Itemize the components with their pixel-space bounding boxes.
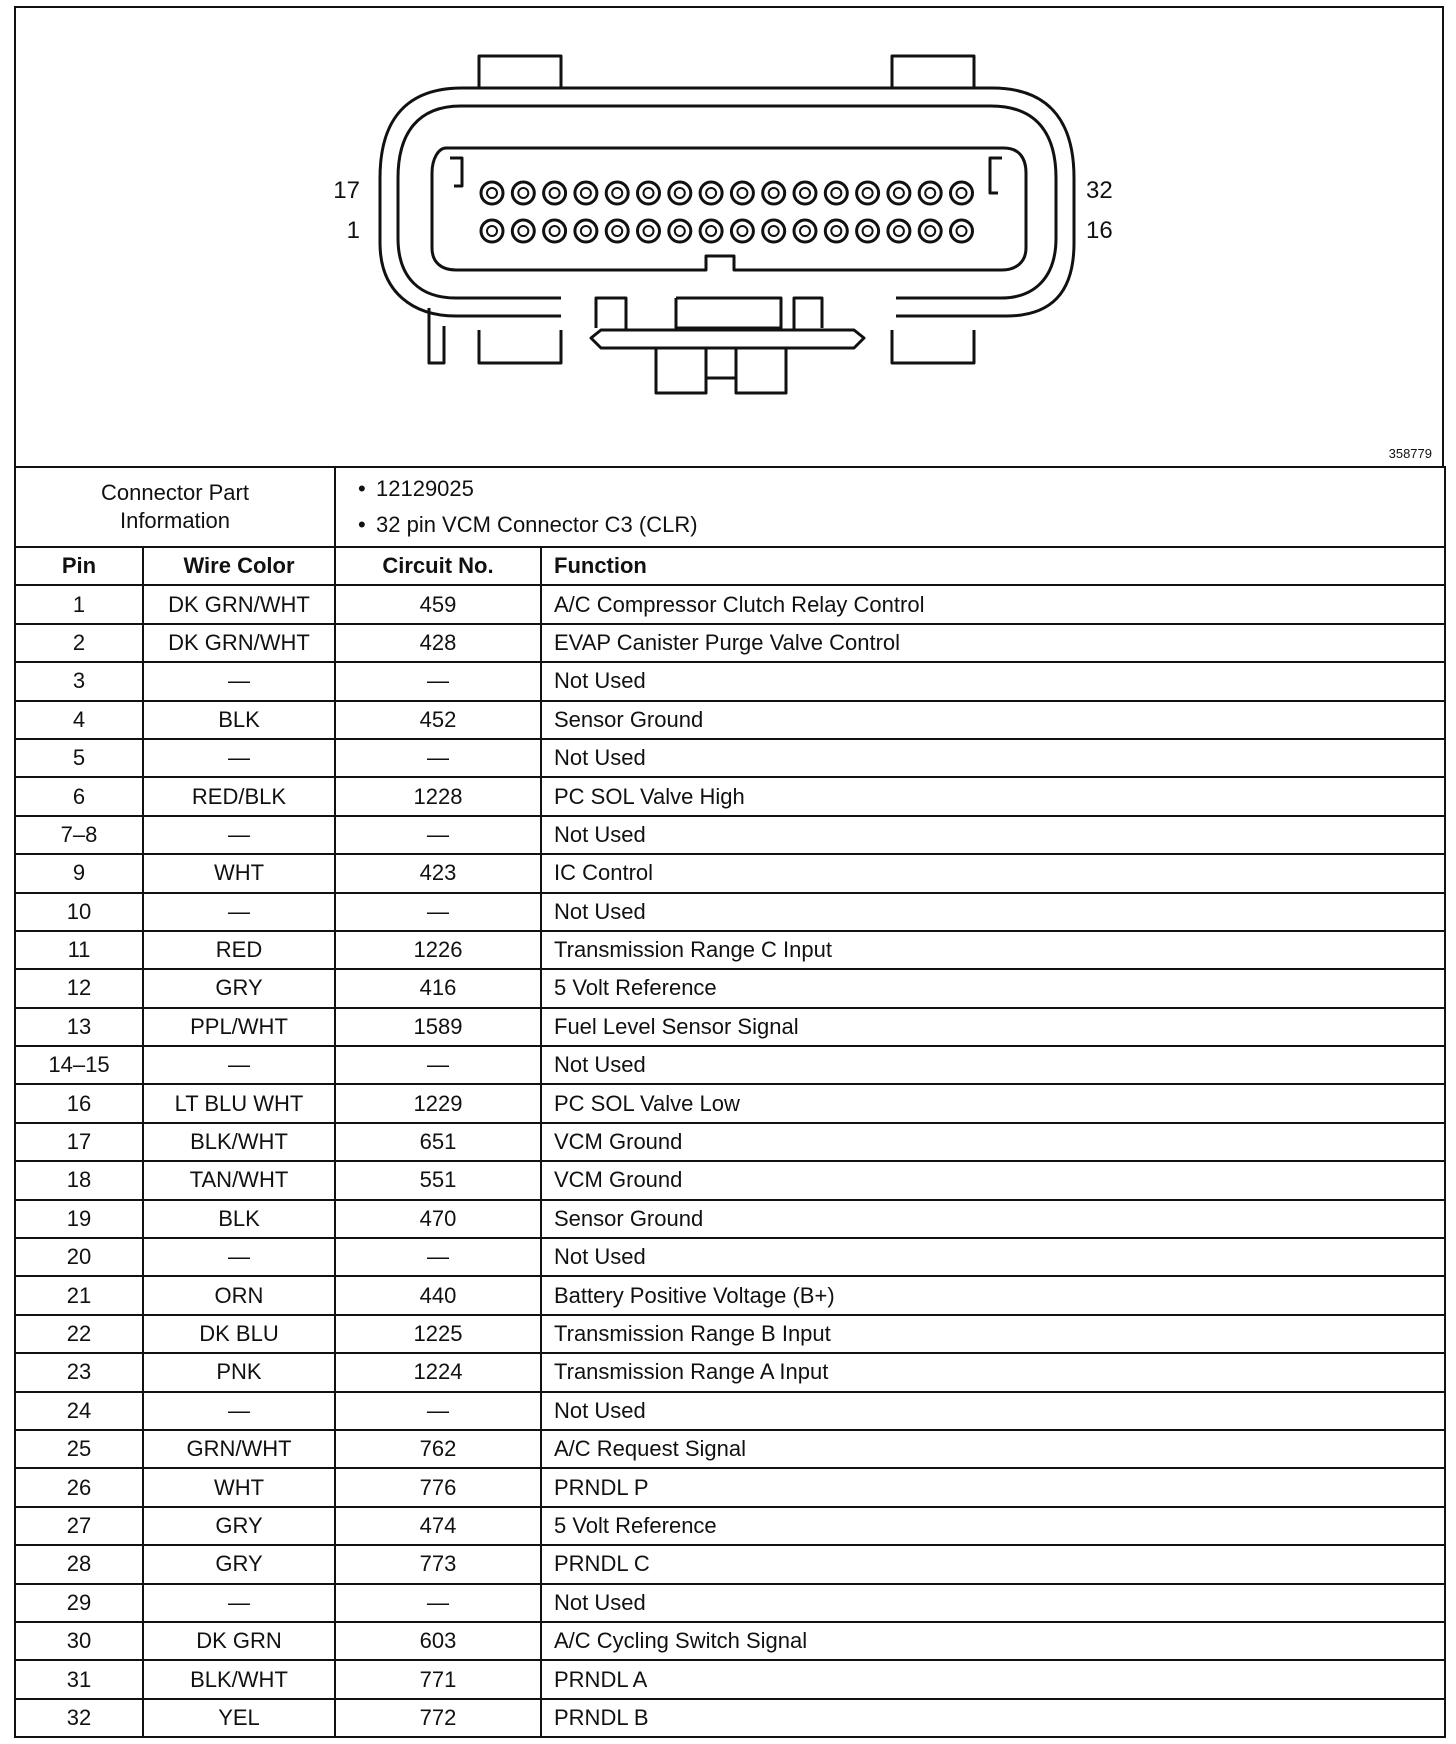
pin-cell: 6 [15,777,143,815]
table-row [15,893,1445,931]
pin-cavity [638,182,660,204]
pin-terminal [612,226,622,236]
wire-color-cell: LT BLU WHT [143,1084,335,1122]
header-wire-color: Wire Color [143,547,335,585]
table-row [15,1161,1445,1199]
pin-terminal [957,188,967,198]
table-row [15,816,1445,854]
pin-cavity [951,220,973,242]
function-cell: A/C Cycling Switch Signal [541,1622,1445,1660]
connector-info-heading: Connector Part Information [15,467,335,547]
table-row [15,585,1445,623]
pin-cavity [794,182,816,204]
table-row [15,1046,1445,1084]
table-row [15,1392,1445,1430]
pin-terminal [769,226,779,236]
pin-terminal [925,188,935,198]
circuit-no-cell: 423 [335,854,541,892]
wire-color-cell: WHT [143,854,335,892]
pin-terminal [644,188,654,198]
pin-cavity [512,220,534,242]
pin-terminal [675,226,685,236]
table-row [15,1200,1445,1238]
pin-cavity [888,182,910,204]
circuit-no-cell: — [335,1392,541,1430]
function-cell: A/C Compressor Clutch Relay Control [541,585,1445,623]
pin-cell: 24 [15,1392,143,1430]
pin-cell: 22 [15,1315,143,1353]
wire-color-cell: GRN/WHT [143,1430,335,1468]
pin-terminal [894,226,904,236]
function-cell: PC SOL Valve High [541,777,1445,815]
pin-terminal [612,188,622,198]
table-header-row [15,547,1445,585]
circuit-no-cell: — [335,893,541,931]
circuit-no-cell: 771 [335,1660,541,1698]
figure-id: 358779 [1388,446,1432,461]
header-circuit-no: Circuit No. [335,547,541,585]
connector-info-row [15,467,1445,547]
circuit-no-cell: 772 [335,1699,541,1737]
table-row [15,1276,1445,1314]
pin-terminal [487,226,497,236]
pin-cell: 32 [15,1699,143,1737]
pin-cavity [575,220,597,242]
table-row [15,1430,1445,1468]
pin-terminal [831,188,841,198]
connector-info-list [335,467,1445,547]
pin-cavity [544,182,566,204]
pin-cavity [794,220,816,242]
pin-cell: 23 [15,1353,143,1391]
circuit-no-cell: 1224 [335,1353,541,1391]
pin-cavity [731,220,753,242]
pin-cell: 31 [15,1660,143,1698]
pin-cavity [669,220,691,242]
function-cell: Transmission Range C Input [541,931,1445,969]
circuit-no-cell: 1228 [335,777,541,815]
table-row [15,701,1445,739]
pin-terminal [518,188,528,198]
wire-color-cell: RED [143,931,335,969]
function-cell: PRNDL B [541,1699,1445,1737]
function-cell: Not Used [541,816,1445,854]
pin-cavity [951,182,973,204]
pin-cavity [919,182,941,204]
wire-color-cell: — [143,739,335,777]
wire-color-cell: BLK/WHT [143,1123,335,1161]
table-row [15,1238,1445,1276]
function-cell: Battery Positive Voltage (B+) [541,1276,1445,1314]
circuit-no-cell: 762 [335,1430,541,1468]
pin-cavity [700,182,722,204]
circuit-no-cell: — [335,1584,541,1622]
table-row [15,1699,1445,1737]
function-cell: 5 Volt Reference [541,969,1445,1007]
pin-label-16: 16 [1086,217,1113,244]
pin-terminal [706,226,716,236]
table-row [15,1123,1445,1161]
wire-color-cell: GRY [143,1545,335,1583]
function-cell: Sensor Ground [541,701,1445,739]
pin-cavity [857,182,879,204]
circuit-no-cell: — [335,739,541,777]
pin-cavity [857,220,879,242]
table-row [15,1468,1445,1506]
pin-terminal [957,226,967,236]
pin-cell: 30 [15,1622,143,1660]
wire-color-cell: — [143,1046,335,1084]
table-row [15,1507,1445,1545]
pin-terminal [518,226,528,236]
pin-cell: 26 [15,1468,143,1506]
wire-color-cell: — [143,1238,335,1276]
wire-color-cell: DK BLU [143,1315,335,1353]
circuit-no-cell: 776 [335,1468,541,1506]
function-cell: Not Used [541,1238,1445,1276]
pin-cell: 19 [15,1200,143,1238]
pin-terminal [863,226,873,236]
pin-cell: 25 [15,1430,143,1468]
wire-color-cell: TAN/WHT [143,1161,335,1199]
table-row [15,969,1445,1007]
wire-color-cell: ORN [143,1276,335,1314]
circuit-no-cell: 1229 [335,1084,541,1122]
function-cell: Not Used [541,1584,1445,1622]
pin-cell: 4 [15,701,143,739]
table-row [15,624,1445,662]
pin-cell: 2 [15,624,143,662]
wire-color-cell: PNK [143,1353,335,1391]
pin-terminal [644,226,654,236]
pin-cavity [669,182,691,204]
pin-terminal [863,188,873,198]
wire-color-cell: — [143,1584,335,1622]
function-cell: 5 Volt Reference [541,1507,1445,1545]
function-cell: Not Used [541,1392,1445,1430]
pin-cell: 1 [15,585,143,623]
pin-terminal [737,188,747,198]
pin-label-1: 1 [346,217,360,244]
wire-color-cell: BLK/WHT [143,1660,335,1698]
circuit-no-cell: 773 [335,1545,541,1583]
pin-terminal [550,188,560,198]
table-row [15,739,1445,777]
pin-terminal [675,188,685,198]
function-cell: VCM Ground [541,1123,1445,1161]
wire-color-cell: — [143,893,335,931]
circuit-no-cell: — [335,1238,541,1276]
pin-cell: 3 [15,662,143,700]
connector-drawing [16,8,1446,468]
function-cell: PRNDL C [541,1545,1445,1583]
pin-cell: 28 [15,1545,143,1583]
table-row [15,1660,1445,1698]
pin-cavity [512,182,534,204]
pin-terminal [737,226,747,236]
pin-cell: 29 [15,1584,143,1622]
table-row [15,854,1445,892]
circuit-no-cell: 1226 [335,931,541,969]
wire-color-cell: DK GRN/WHT [143,624,335,662]
wire-color-cell: — [143,1392,335,1430]
function-cell: PC SOL Valve Low [541,1084,1445,1122]
header-function: Function [541,547,1445,585]
table-row [15,1008,1445,1046]
circuit-no-cell: — [335,1046,541,1084]
wire-color-cell: GRY [143,1507,335,1545]
pin-terminal [581,188,591,198]
pin-cell: 27 [15,1507,143,1545]
circuit-no-cell: — [335,816,541,854]
function-cell: Sensor Ground [541,1200,1445,1238]
pin-cavity [544,220,566,242]
pin-cavity [763,220,785,242]
table-row [15,1315,1445,1353]
function-cell: Transmission Range A Input [541,1353,1445,1391]
wire-color-cell: YEL [143,1699,335,1737]
pin-terminal [550,226,560,236]
pin-cell: 16 [15,1084,143,1122]
function-cell: Transmission Range B Input [541,1315,1445,1353]
wire-color-cell: PPL/WHT [143,1008,335,1046]
pin-cell: 7–8 [15,816,143,854]
pin-terminal [925,226,935,236]
pin-cavity [606,220,628,242]
circuit-no-cell: 459 [335,585,541,623]
circuit-no-cell: 470 [335,1200,541,1238]
header-pin: Pin [15,547,143,585]
pin-cavity [763,182,785,204]
wire-color-cell: RED/BLK [143,777,335,815]
wire-color-cell: — [143,662,335,700]
circuit-no-cell: — [335,662,541,700]
pin-terminal [831,226,841,236]
pin-terminal [706,188,716,198]
table-row [15,1084,1445,1122]
circuit-no-cell: 551 [335,1161,541,1199]
circuit-no-cell: 651 [335,1123,541,1161]
function-cell: IC Control [541,854,1445,892]
table-row [15,1353,1445,1391]
pin-cavity [919,220,941,242]
circuit-no-cell: 603 [335,1622,541,1660]
circuit-no-cell: 452 [335,701,541,739]
table-row [15,931,1445,969]
connector-description: • 32 pin VCM Connector C3 (CLR) [376,507,1444,543]
pin-terminal [800,188,810,198]
function-cell: Not Used [541,739,1445,777]
function-cell: EVAP Canister Purge Valve Control [541,624,1445,662]
pin-cavity [481,220,503,242]
wire-color-cell: DK GRN/WHT [143,585,335,623]
circuit-no-cell: 474 [335,1507,541,1545]
pin-cell: 11 [15,931,143,969]
pin-label-32: 32 [1086,177,1113,204]
pinout-table [14,466,1446,1738]
table-row [15,662,1445,700]
wire-color-cell: — [143,816,335,854]
function-cell: Not Used [541,662,1445,700]
table-row [15,1622,1445,1660]
pin-label-17: 17 [333,177,360,204]
function-cell: Fuel Level Sensor Signal [541,1008,1445,1046]
function-cell: PRNDL P [541,1468,1445,1506]
function-cell: PRNDL A [541,1660,1445,1698]
pin-cavity [481,182,503,204]
pin-terminal [487,188,497,198]
part-number: • 12129025 [376,471,1444,507]
wire-color-cell: DK GRN [143,1622,335,1660]
pin-terminal [581,226,591,236]
wire-color-cell: BLK [143,1200,335,1238]
pin-cell: 14–15 [15,1046,143,1084]
pin-cell: 9 [15,854,143,892]
circuit-no-cell: 440 [335,1276,541,1314]
function-cell: Not Used [541,1046,1445,1084]
pin-cell: 10 [15,893,143,931]
pin-cavity [700,220,722,242]
wire-color-cell: BLK [143,701,335,739]
pin-cavity [606,182,628,204]
pin-cell: 12 [15,969,143,1007]
pin-cell: 18 [15,1161,143,1199]
pin-cell: 20 [15,1238,143,1276]
pin-cell: 5 [15,739,143,777]
connector-figure-panel [14,6,1444,466]
pin-cavity [638,220,660,242]
pin-cell: 21 [15,1276,143,1314]
table-row [15,777,1445,815]
pin-cell: 17 [15,1123,143,1161]
circuit-no-cell: 1225 [335,1315,541,1353]
pin-cavity [825,182,847,204]
pin-terminal [769,188,779,198]
function-cell: VCM Ground [541,1161,1445,1199]
table-row [15,1545,1445,1583]
circuit-no-cell: 428 [335,624,541,662]
pin-cavity [825,220,847,242]
circuit-no-cell: 416 [335,969,541,1007]
connector-sheet [14,6,1448,1740]
table-row [15,1584,1445,1622]
pin-cavity [888,220,910,242]
pin-array [481,182,973,242]
circuit-no-cell: 1589 [335,1008,541,1046]
function-cell: A/C Request Signal [541,1430,1445,1468]
function-cell: Not Used [541,893,1445,931]
wire-color-cell: GRY [143,969,335,1007]
pin-terminal [894,188,904,198]
pin-cavity [575,182,597,204]
pin-cavity [731,182,753,204]
wire-color-cell: WHT [143,1468,335,1506]
pin-cell: 13 [15,1008,143,1046]
pin-terminal [800,226,810,236]
